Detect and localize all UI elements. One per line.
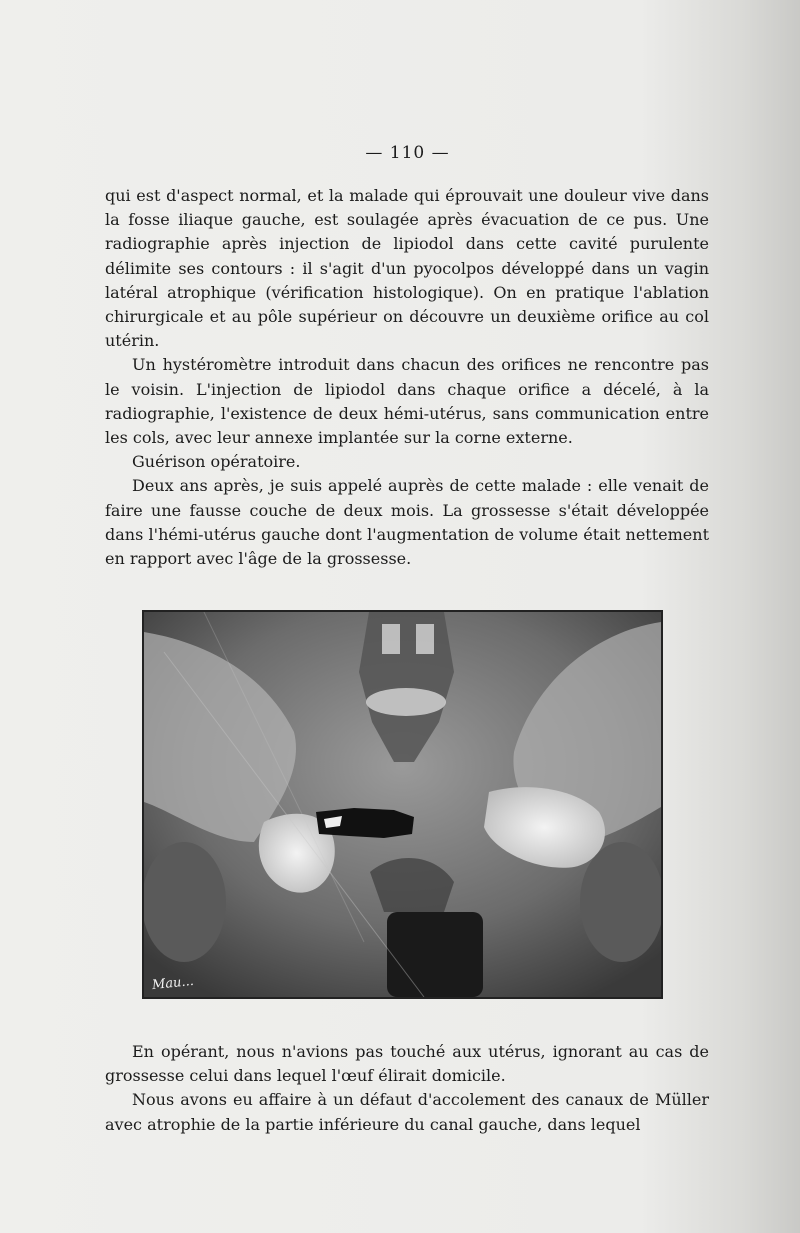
photographer-signature: Mau... — [151, 973, 195, 994]
paragraph: Un hystéromètre introduit dans chacun des orifices ne rencontre pas le voisin. L'injection de lipiodol dans chaque orifice a décelé, à la radiographie, l'existence de deux hémi-utérus, sans communication entre les cols, avec leur annexe implantée sur la corne externe. — [105, 355, 709, 448]
paragraph: Nous avons eu affaire à un défaut d'accolement des canaux de Müller avec atrophie de la partie inférieure du canal gauche, dans lequel — [105, 1090, 709, 1134]
paragraph: En opérant, nous n'avions pas touché aux utérus, ignorant au cas de grossesse celui dans lequel l'œuf élirait domicile. — [105, 1042, 709, 1086]
paragraph: Guérison opératoire. — [132, 452, 301, 472]
radiograph-figure — [142, 610, 663, 999]
paragraph: qui est d'aspect normal, et la malade qui éprouvait une douleur vive dans la fosse iliaque gauche, est soulagée après évacuation de ce pus. Une radiographie après injection de lipiodol dans cette cavité purulente délimite ses contours : il s'agit d'un pyocolpos développé dans un vagin latéral atrophique (vérification histologique). On en pratique l'ablation chirurgicale et au pôle supérieur on découvre un deuxième orifice au col utérin. — [105, 186, 709, 351]
radiograph-image — [144, 612, 661, 997]
paragraph: Deux ans après, je suis appelé auprès de cette malade : elle venait de faire une fausse couche de deux mois. La grossesse s'était développée dans l'hémi-utérus gauche dont l'augmentation de volume était nettement en rapport avec l'âge de la grossesse. — [105, 476, 709, 569]
lower-text-block — [105, 1040, 709, 1137]
upper-text-block — [105, 184, 709, 571]
page-number: — 110 — — [365, 143, 450, 163]
